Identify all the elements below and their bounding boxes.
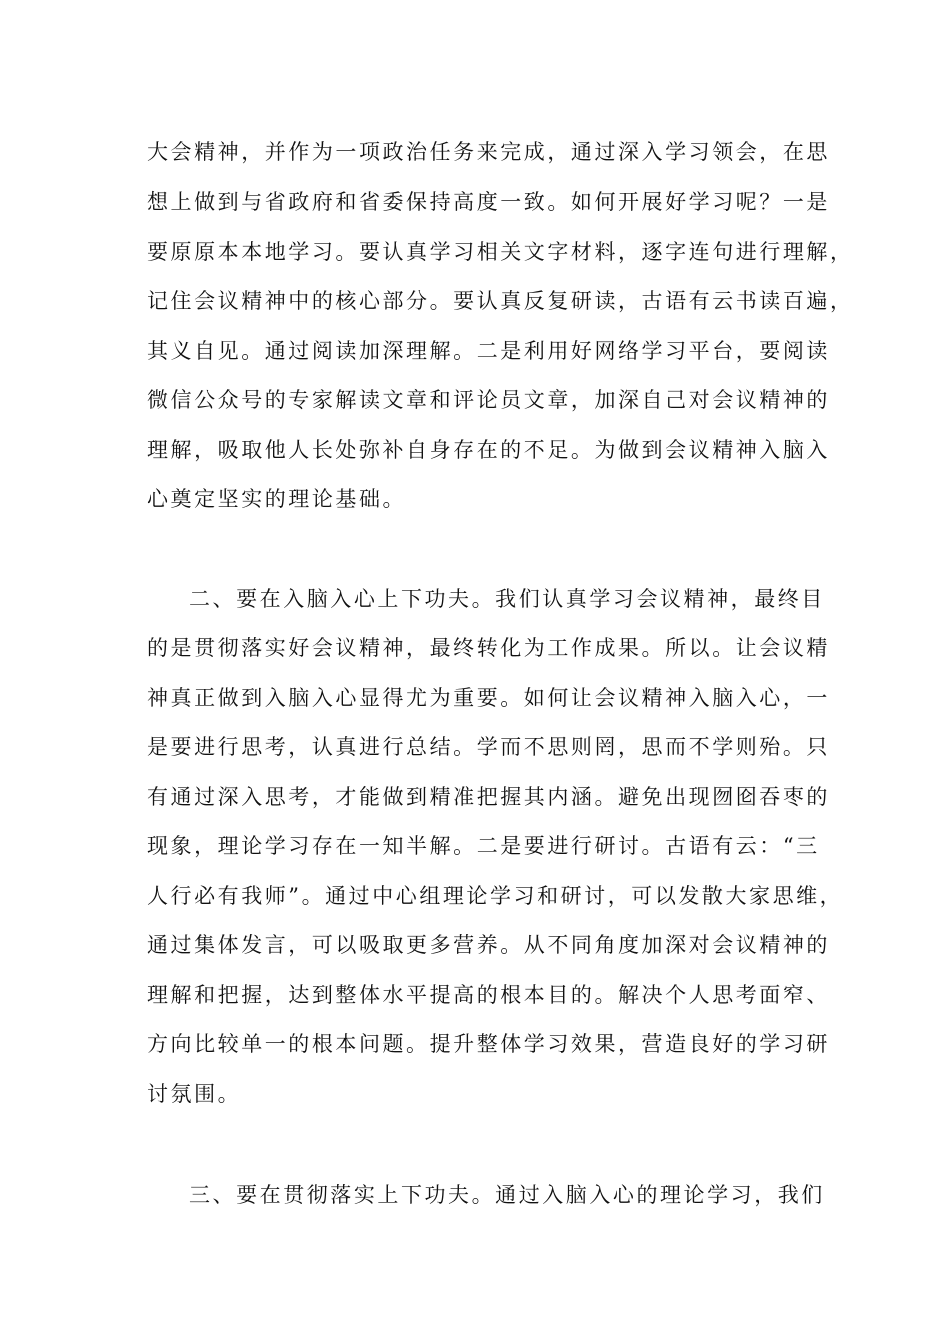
text-line: 理解和把握，达到整体水平提高的根本目的。解决个人思考面窄、 [147, 983, 830, 1007]
text-line: 大会精神，并作为一项政治任务来完成，通过深入学习领会，在思 [147, 140, 830, 164]
text-line: 想上做到与省政府和省委保持高度一致。如何开展好学习呢？一是 [147, 190, 830, 214]
text-line: 讨氛围。 [147, 1082, 242, 1106]
text-line: 微信公众号的专家解读文章和评论员文章，加深自己对会议精神的 [147, 388, 830, 412]
text-line: 方向比较单一的根本问题。提升整体学习效果，营造良好的学习研 [147, 1032, 830, 1056]
text-line: 理解，吸取他人长处弥补自身存在的不足。为做到会议精神入脑入 [147, 438, 830, 462]
text-line: 三、要在贯彻落实上下功夫。通过入脑入心的理论学习，我们 [189, 1183, 825, 1207]
text-line: 要原原本本地学习。要认真学习相关文字材料，逐字连句进行理解， [147, 240, 854, 264]
text-line: 记住会议精神中的核心部分。要认真反复研读，古语有云书读百遍， [147, 289, 854, 313]
text-line: 通过集体发言，可以吸取更多营养。从不同角度加深对会议精神的 [147, 933, 830, 957]
text-line: 人行必有我师”。通过中心组理论学习和研讨，可以发散大家思维， [147, 884, 844, 908]
text-line: 的是贯彻落实好会议精神，最终转化为工作成果。所以。让会议精 [147, 636, 830, 660]
text-line: 是要进行思考，认真进行总结。学而不思则罔，思而不学则殆。只 [147, 735, 830, 759]
text-line: 神真正做到入脑入心显得尤为重要。如何让会议精神入脑入心，一 [147, 686, 830, 710]
text-line: 二、要在入脑入心上下功夫。我们认真学习会议精神，最终目 [189, 587, 825, 611]
text-line: 现象，理论学习存在一知半解。二是要进行研讨。古语有云：“三 [147, 834, 820, 858]
text-line: 其义自见。通过阅读加深理解。二是利用好网络学习平台，要阅读 [147, 339, 830, 363]
text-line: 心奠定坚实的理论基础。 [147, 487, 407, 511]
text-line: 有通过深入思考，才能做到精准把握其内涵。避免出现囫囵吞枣的 [147, 785, 830, 809]
